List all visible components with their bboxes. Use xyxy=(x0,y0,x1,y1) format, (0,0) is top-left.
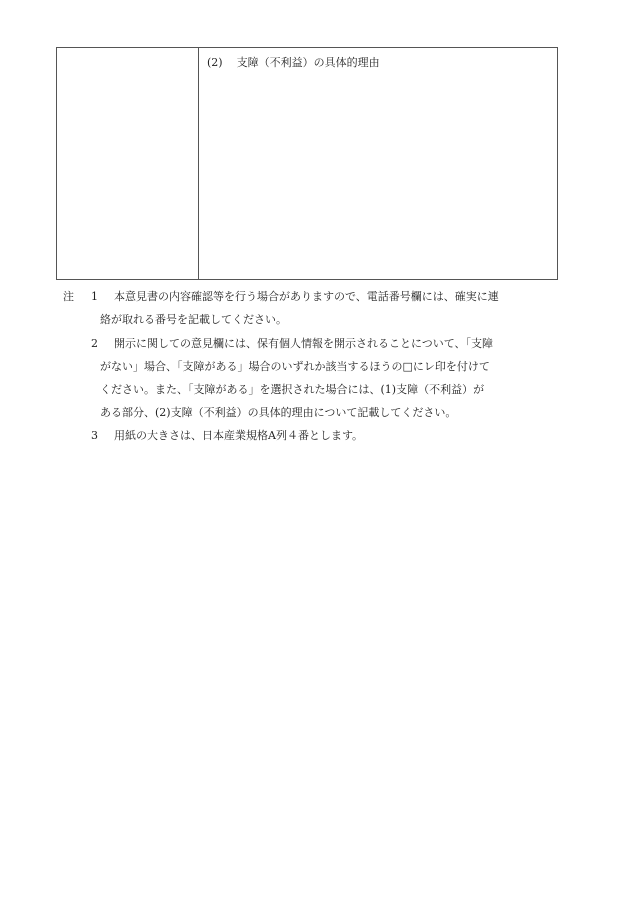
reason-cell xyxy=(199,48,557,279)
reason-heading: 支障（不利益）の具体的理由 xyxy=(236,56,380,69)
note-3-number: 3 xyxy=(91,429,98,442)
note-2-line-2: がない」場合、「支障がある」場合のいずれか該当するほうの□にレ印を付けて xyxy=(100,360,490,373)
table-left-cell xyxy=(57,48,199,279)
note-1-number: 1 xyxy=(91,290,98,303)
note-2-number: 2 xyxy=(91,337,98,350)
item-number: (2) xyxy=(207,56,223,69)
note-2-line-3: ください。また、「支障がある」を選択された場合には、(1)支障（不利益）が xyxy=(100,383,485,396)
note-1-line-2: 絡が取れる番号を記載してください。 xyxy=(100,313,287,326)
note-2-line-1: 開示に関しての意見欄には、保有個人情報を開示されることについて、「支障 xyxy=(114,337,494,350)
notes-label: 注 xyxy=(63,290,74,303)
note-1-line-1: 本意見書の内容確認等を行う場合がありますので、電話番号欄には、確実に連 xyxy=(114,290,499,303)
note-3-line-1: 用紙の大きさは、日本産業規格A列４番とします。 xyxy=(114,429,364,442)
note-2-line-4: ある部分、(2)支障（不利益）の具体的理由について記載してください。 xyxy=(100,406,457,419)
opinion-table xyxy=(56,47,558,280)
